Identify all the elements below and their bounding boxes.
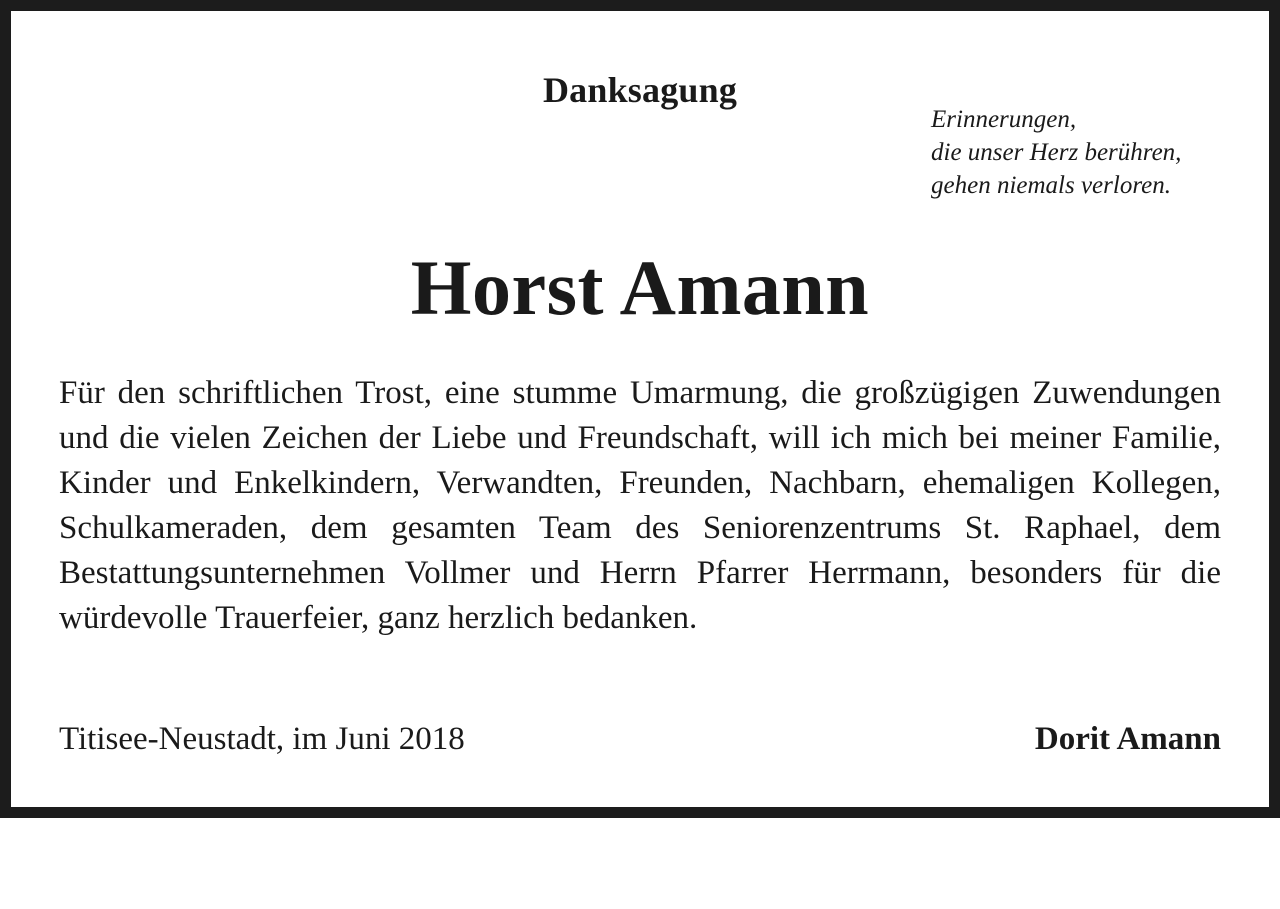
signature: Dorit Amann: [1034, 721, 1221, 757]
quote-line-2: die unser Herz berühren,: [931, 139, 1182, 166]
place-date: Titisee-Neustadt, im Juni 2018: [59, 721, 465, 757]
quote-line-1: Erinnerungen,: [931, 106, 1077, 133]
memorial-quote: [931, 103, 1251, 202]
deceased-name: Horst Amann: [410, 244, 870, 331]
quote-line-3: gehen niemals verloren.: [931, 172, 1171, 199]
notice-heading: Danksagung: [542, 70, 738, 110]
thank-you-text: Für den schriftlichen Trost, eine stumme Umarmung, die großzügigen Zuwendungen und die vielen Zeichen der Liebe und Freundschaft, will ich mich bei meiner Familie, Kinder und Enkelkindern, Verwandten, Freunden, Nachbarn, ehemaligen Kollegen, Schulkameraden, dem gesamten Team des Seniorenzentrums St. Raphael, dem Bestattungsunternehmen Vollmer und Herrn Pfarrer Herrmann, besonders für die würdevolle Trauerfeier, ganz herzlich bedanken.: [59, 375, 1221, 636]
